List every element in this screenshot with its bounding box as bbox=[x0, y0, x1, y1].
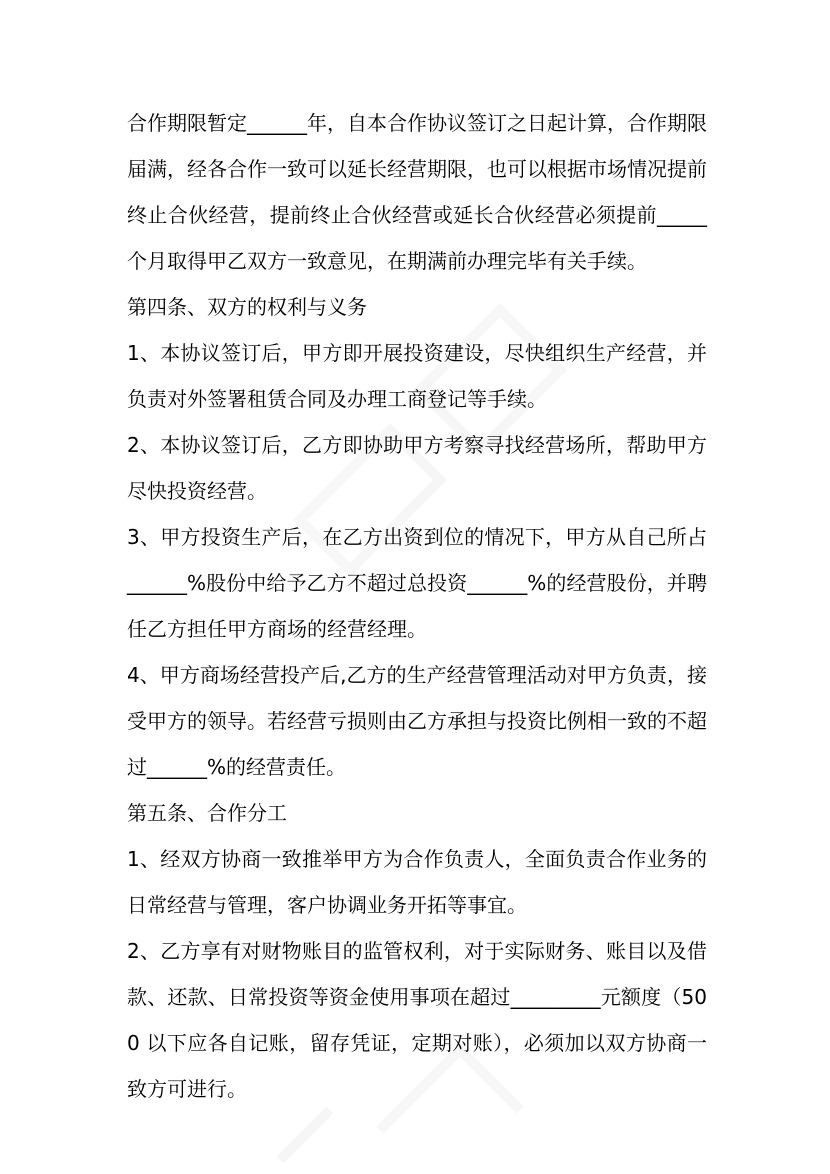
paragraph-article-4-item-1: 1、本协议签订后，甲方即开展投资建设，尽快组织生产经营，并负责对外签署租赁合同及办理工商登记等手续。 bbox=[127, 341, 707, 411]
heading-article-4: 第四条、双方的权利与义务 bbox=[127, 295, 367, 319]
paragraph-article-5-item-2: 2、乙方享有对财物账目的监管权利，对于实际财务、账目以及借款、还款、日常投资等资金使用事项在超过_________元额度（500 以下应各自记账，留存凭证，定期对账），必须加以双方协商一致方可进行。 bbox=[127, 939, 707, 1101]
paragraph-article-4-item-4: 4、甲方商场经营投产后,乙方的生产经营管理活动对甲方负责，接受甲方的领导。若经营亏损则由乙方承担与投资比例相一致的不超过______%的经营责任。 bbox=[127, 663, 707, 779]
paragraph-term-duration: 合作期限暂定______年，自本合作协议签订之日起计算，合作期限届满，经各合作一致可以延长经营期限，也可以根据市场情况提前终止合伙经营，提前终止合伙经营或延长合伙经营必须提前_____个月取得甲乙双方一致意见，在期满前办理完毕有关手续。 bbox=[127, 111, 707, 273]
paragraph-article-5-item-1: 1、经双方协商一致推举甲方为合作负责人，全面负责合作业务的日常经营与管理，客户协调业务开拓等事宜。 bbox=[127, 847, 707, 917]
heading-article-5: 第五条、合作分工 bbox=[127, 801, 287, 825]
paragraph-article-4-item-3: 3、甲方投资生产后，在乙方出资到位的情况下，甲方从自己所占______%股份中给予乙方不超过总投资______%的经营股份，并聘任乙方担任甲方商场的经营经理。 bbox=[127, 525, 707, 641]
document-body bbox=[127, 100, 707, 1112]
paragraph-article-4-item-2: 2、本协议签订后，乙方即协助甲方考察寻找经营场所，帮助甲方尽快投资经营。 bbox=[127, 433, 707, 503]
